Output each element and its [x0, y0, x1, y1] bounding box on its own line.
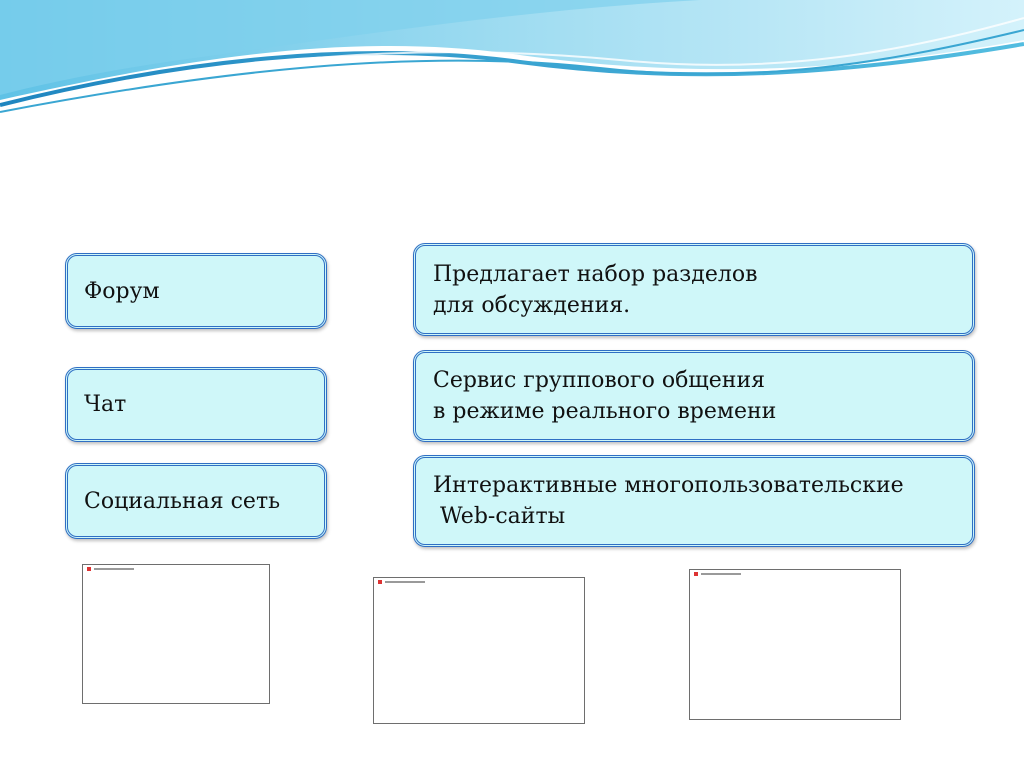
broken-image-icon: [378, 580, 382, 584]
broken-image-icon: [694, 572, 698, 576]
term-card-social-network[interactable]: [65, 463, 327, 539]
definition-line: Web-сайты: [433, 504, 566, 529]
term-label: Чат: [84, 392, 127, 417]
image-placeholder-3: [689, 569, 901, 720]
definition-line: Сервис группового общения: [433, 368, 765, 393]
definition-line: для обсуждения.: [433, 292, 631, 318]
broken-image-icon: [87, 567, 91, 571]
header-wave-decoration: [0, 0, 1024, 120]
term-label: Форум: [84, 278, 160, 304]
definition-line: в режиме реального времени: [433, 399, 777, 424]
definition-card-3[interactable]: [413, 455, 975, 547]
definition-card-1[interactable]: [413, 243, 975, 336]
term-card-forum[interactable]: [65, 253, 327, 329]
definition-card-2[interactable]: [413, 350, 975, 442]
term-card-chat[interactable]: [65, 367, 327, 442]
image-placeholder-1: [82, 564, 270, 704]
image-placeholder-2: [373, 577, 585, 724]
definition-line: Интерактивные многопользовательские: [433, 473, 904, 498]
definition-line: Предлагает набор разделов: [433, 261, 758, 287]
term-label: Социальная сеть: [84, 488, 281, 514]
